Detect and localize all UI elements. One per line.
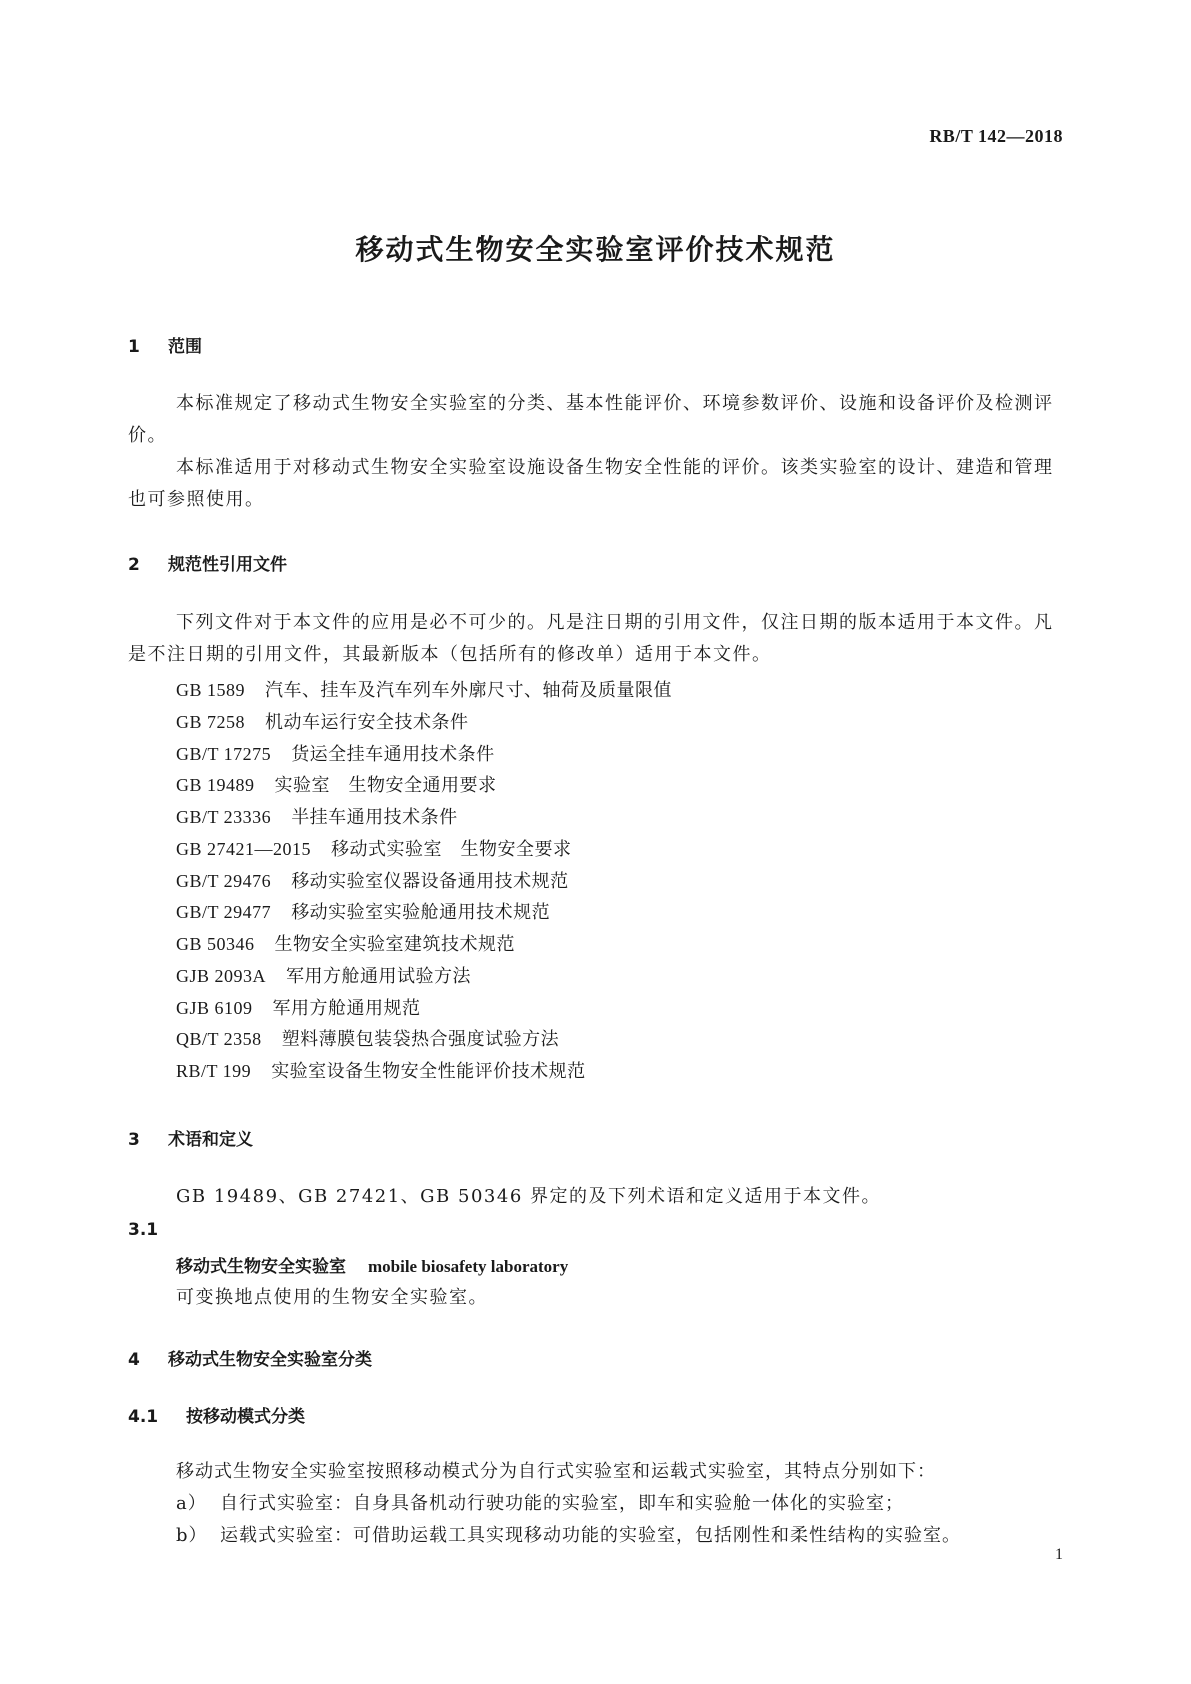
page-number: 1 <box>1055 1546 1063 1563</box>
subsection-4-1-paragraph-1: 移动式生物安全实验室按照移动模式分为自行式实验室和运载式实验室，其特点分别如下： <box>176 1461 936 1482</box>
reference-code: GB 7258 <box>176 712 246 732</box>
reference-title: 移动式实验室 生物安全要求 <box>331 839 572 860</box>
reference-code: GB/T 29477 <box>176 902 272 922</box>
section-1-paragraph-2: 本标准适用于对移动式生物安全实验室设施设备生物安全性能的评价。该类实验室的设计、建造和管理也可参照使用。 <box>128 457 1054 510</box>
reference-item <box>176 771 497 797</box>
reference-code: GB/T 29476 <box>176 871 272 891</box>
reference-item <box>176 835 572 861</box>
reference-item <box>176 898 550 924</box>
section-3-title: 术语和定义 <box>168 1130 253 1150</box>
reference-code: GB 19489 <box>176 775 255 795</box>
reference-title: 移动实验室仪器设备通用技术规范 <box>291 871 569 892</box>
reference-title: 货运全挂车通用技术条件 <box>291 744 495 765</box>
section-2-heading <box>128 550 287 575</box>
reference-code: GB 27421—2015 <box>176 839 312 859</box>
reference-code: RB/T 199 <box>176 1061 252 1081</box>
reference-title: 实验室 生物安全通用要求 <box>274 775 497 796</box>
section-2-paragraph-1: 下列文件对于本文件的应用是必不可少的。凡是注日期的引用文件，仅注日期的版本适用于本文件。凡是不注日期的引用文件，其最新版本（包括所有的修改单）适用于本文件。 <box>128 612 1054 665</box>
reference-title: 塑料薄膜包装袋热合强度试验方法 <box>281 1029 560 1050</box>
section-2-number: 2 <box>128 555 140 575</box>
reference-item <box>176 994 421 1020</box>
subsection-4-1-heading <box>128 1402 305 1427</box>
subsection-4-1-title: 按移动模式分类 <box>186 1407 305 1427</box>
reference-code: GB 1589 <box>176 680 246 700</box>
reference-item <box>176 962 471 988</box>
reference-item <box>176 867 569 893</box>
reference-item <box>176 740 495 766</box>
list-marker: b） <box>176 1525 208 1546</box>
section-4-title: 移动式生物安全实验室分类 <box>168 1350 372 1370</box>
term-name-cn: 移动式生物安全实验室 <box>176 1257 346 1277</box>
section-1-heading <box>128 332 202 357</box>
reference-title: 军用方舱通用规范 <box>272 998 421 1019</box>
reference-code: QB/T 2358 <box>176 1029 262 1049</box>
list-item-text: 运载式实验室：可借助运载工具实现移动功能的实验室，包括刚性和柔性结构的实验室。 <box>220 1525 961 1546</box>
reference-code: GB 50346 <box>176 934 255 954</box>
list-item-text: 自行式实验室：自身具备机动行驶功能的实验室，即车和实验舱一体化的实验室； <box>220 1493 904 1514</box>
term-title <box>176 1252 568 1277</box>
document-title: 移动式生物安全实验室评价技术规范 <box>355 233 836 266</box>
reference-code: GJB 6109 <box>176 998 253 1018</box>
subsection-4-1-number: 4.1 <box>128 1407 159 1427</box>
section-1-number: 1 <box>128 337 140 357</box>
section-1-paragraph-1: 本标准规定了移动式生物安全实验室的分类、基本性能评价、环境参数评价、设施和设备评价及检测评价。 <box>128 393 1054 446</box>
section-1-title: 范围 <box>168 337 202 357</box>
reference-item <box>176 1025 559 1051</box>
reference-item <box>176 676 672 702</box>
term-definition: 可变换地点使用的生物安全实验室。 <box>176 1287 488 1308</box>
section-4-heading <box>128 1345 372 1370</box>
section-3-paragraph-1: GB 19489、GB 27421、GB 50346 界定的及下列术语和定义适用于本文件。 <box>176 1186 881 1207</box>
reference-title: 生物安全实验室建筑技术规范 <box>274 934 516 955</box>
section-4-number: 4 <box>128 1350 140 1370</box>
list-marker: a） <box>176 1493 207 1514</box>
reference-item <box>176 708 469 734</box>
reference-code: GJB 2093A <box>176 966 267 986</box>
reference-title: 半挂车通用技术条件 <box>291 807 458 828</box>
reference-item <box>176 1057 586 1083</box>
reference-item <box>176 803 458 829</box>
reference-title: 军用方舱通用试验方法 <box>286 966 472 987</box>
term-number: 3.1 <box>128 1220 159 1240</box>
list-item <box>176 1488 904 1520</box>
reference-title: 实验室设备生物安全性能评价技术规范 <box>271 1061 586 1082</box>
reference-code: GB/T 17275 <box>176 744 272 764</box>
standard-code: RB/T 142—2018 <box>929 126 1063 146</box>
section-3-number: 3 <box>128 1130 140 1150</box>
section-3-heading <box>128 1125 253 1150</box>
reference-item <box>176 930 515 956</box>
reference-code: GB/T 23336 <box>176 807 272 827</box>
reference-title: 移动实验室实验舱通用技术规范 <box>291 902 551 923</box>
reference-title: 机动车运行安全技术条件 <box>265 712 469 733</box>
list-item <box>176 1520 961 1552</box>
term-name-en: mobile biosafety laboratory <box>368 1257 569 1276</box>
section-2-title: 规范性引用文件 <box>168 555 287 575</box>
reference-title: 汽车、挂车及汽车列车外廓尺寸、轴荷及质量限值 <box>265 680 673 701</box>
